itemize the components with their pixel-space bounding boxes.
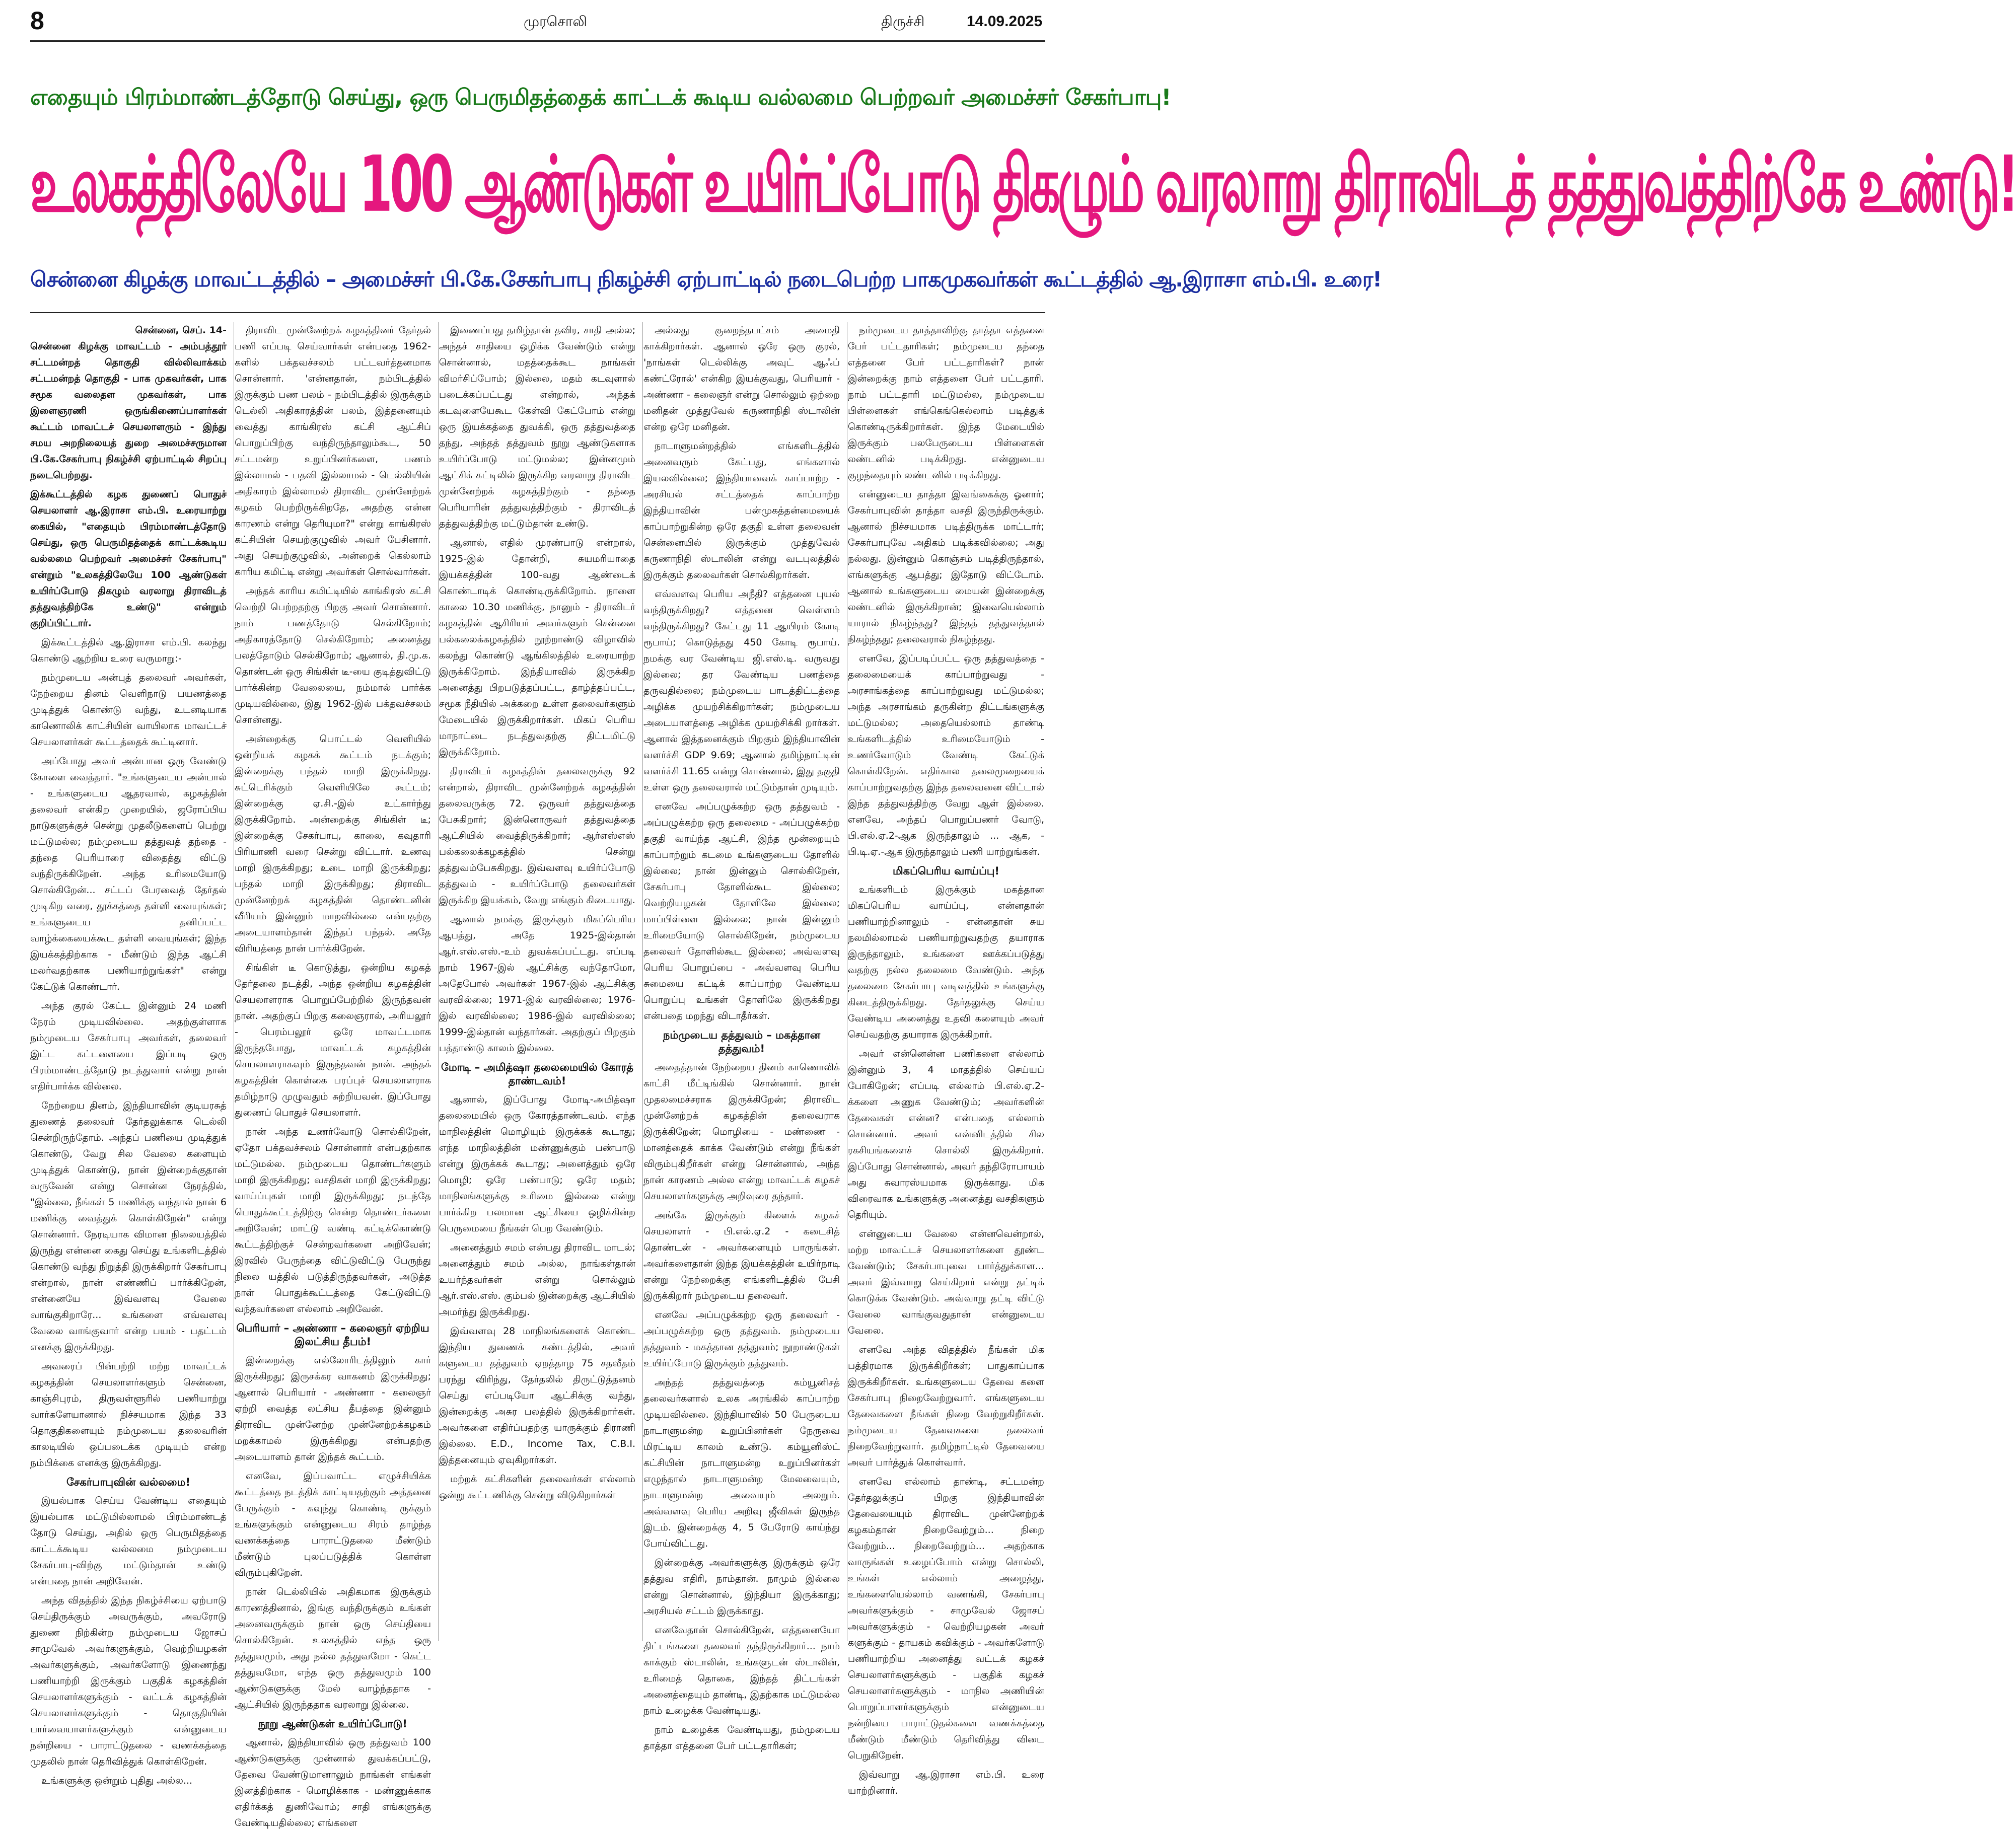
edition-city: திருச்சி: [881, 13, 925, 30]
article-paragraph: நான் டெல்லியில் அதிகமாக இருக்கும் காரணத்தினால், இங்கு வந்திருக்கும் உங்கள் அனைவருக்கும் நான் ஒரு செய்தியை சொல்கிறேன். உலகத்தில் எந்த ஒரு தத்துவமும், அது நல்ல தத்துவமோ - கெட்ட தத்துவமோ, எந்த ஒரு தத்துவமும் 100 ஆண்டுகளுக்கு மேல் வாழ்ந்ததாக - ஆட்சியில் இருந்ததாக வரலாறு இல்லை.: [235, 1586, 431, 1710]
article-column-2: [235, 322, 431, 1828]
article-paragraph: நம்முடைய அன்புத் தலைவர் அவர்கள், நேற்றைய தினம் வெளிநாடு பயணத்தை முடித்துக் கொண்டு வந்து, உடனடியாக காணொலிக் காட்சியின் வாயிலாக மாவட்டச் செயலாளர்கள் கூட்டத்தைக் கூட்டினார்.: [30, 672, 227, 748]
article-paragraph: இன்றைக்கு அவர்களுக்கு இருக்கும் ஒரே தத்துவ எதிரி, நாம்தான். நாமும் இல்லை என்று சொன்னால், இந்தியா இருக்காது; அரசியல் சட்டம் இருக்காது.: [643, 1557, 840, 1617]
article-paragraph: சென்னை கிழக்கு மாவட்டம் - அம்பத்தூர் சட்டமன்றத் தொகுதி வில்லிவாக்கம் சட்டமன்றத் தொகுதி - பாக முகவர்கள், பாக சமூக வலைதள முகவர்கள், பாக இளைஞரணி ஒருங்கிணைப்பாளர்கள் கூட்டம் மாவட்டச் செயலாளரும் - இந்து சமய அறநிலையத் துறை அமைச்சருமான பி.கே.சேகர்பாபு நிகழ்ச்சி ஏற்பாட்டில் சிறப்பு நடைபெற்றது.: [30, 341, 227, 481]
article-paragraph: இவ்வாறு ஆ.இராசா எம்.பி. உரை யாற்றினார்.: [848, 1769, 1044, 1796]
article-paragraph: உங்களிடம் இருக்கும் மகத்தான மிகப்பெரிய வாய்ப்பு, என்னதான் பணியாற்றினாலும் - என்னதான் சுய நலமில்லாமல் பணியாற்றுவதற்கு தயாராக இருந்தாலும், உங்களை ஊக்கப்படுத்து வதற்கு நல்ல தலைமை வேண்டும். அந்த தலைமை சேகர்பாபு வடிவத்தில் உங்களுக்கு கிடைத்திருக்கிறது. தேர்தலுக்கு செய்ய வேண்டிய அனைத்து உதவி களையும் அவர் செய்வதற்கு தயாராக இருக்கிறார்.: [848, 884, 1044, 1040]
article-paragraph: அவர் என்னென்ன பணிகளை எல்லாம் இன்னும் 3, 4 மாதத்தில் செய்யப் போகிறேன்; எப்படி எல்லாம் பி.எல்.ஏ.2-க்களை அணுக வேண்டும்; அவர்களின் தேவைகள் என்ன? என்பதை எல்லாம் சொன்னார். அவர் என்னிடத்தில் சில ரகசியங்களைச் சொல்லி இருக்கிறார். இப்போது சொன்னால், அவர் தந்திரோபாயம் அது சுவாரஸ்யமாக இருக்காது. மிக விரைவாக உங்களுக்கு அனைத்து வசதிகளும் தெரியும்.: [848, 1048, 1044, 1220]
article-paragraph: ஆனால், இப்போது மோடி-அமித்ஷா தலைமையில் ஒரு கோரத்தாண்டவம். எந்த மாநிலத்தின் மொழியும் இருக்கக் கூடாது; எந்த மாநிலத்தின் மண்ணுக்கும் பண்பாடு என்று இருக்கக் கூடாது; அனைத்தும் ஒரே மொழி; ஒரே பண்பாடு; ஒரே மதம்; மாநிலங்களுக்கு உரிமை இல்லை என்று பார்க்கிற பலமான ஆட்சியை ஒழிக்கின்ற பெருமையை நீங்கள் பெற வேண்டும்.: [439, 1094, 635, 1234]
article-column-1: [30, 322, 227, 1786]
article-paragraph: இயல்பாக செய்ய வேண்டிய எதையும் இயல்பாக மட்டுமில்லாமல் பிரம்மாண்டத் தோடு செய்து, அதில் ஒரு பெருமிதத்தை காட்டக்கூடிய வல்லமை நம்முடைய சேகர்பாபு-விற்கு மட்டும்தான் உண்டு என்பதை நான் அறிவேன்.: [30, 1495, 227, 1587]
article-body: [30, 322, 1045, 1828]
article-paragraph: நான் அந்த உணர்வோடு சொல்கிறேன், ஏதோ பக்தவச்சலம் சொன்னார் என்பதற்காக மட்டுமல்ல. நம்முடைய தொண்டர்களும் மாறி இருக்கிறது; வசதிகள் மாறி இருக்கிறது; வாய்ப்புகள் மாறி இருக்கிறது; நடந்தே பொதுக்கூட்டத்திற்கு சென்ற தொண்டர்களை அறிவேன்; மாட்டு வண்டி கட்டிக்கொண்டு கூட்டத்திற்குச் சென்றவர்களை அறிவேன்; இரவில் பேருந்தை விட்டுவிட்டு பேருந்து நிலை யத்தில் படுத்திருந்தவர்கள், அடுத்த நாள் பொதுக்கூட்டத்தை கேட்டுவிட்டு வந்தவர்களை எல்லாம் அறிவேன்.: [235, 1126, 431, 1314]
sub-headline: சென்னை கிழக்கு மாவட்டத்தில் – அமைச்சர் பி.கே.சேகர்பாபு நிகழ்ச்சி ஏற்பாட்டில் நடைபெற்ற பாகமுகவர்கள் கூட்டத்தில் ஆ.இராசா எம்.பி. உரை!: [30, 267, 1382, 291]
article-paragraph: அப்போது அவர் அன்பான ஒரு வேண்டு கோளை வைத்தார். "உங்களுடைய அன்பால் - உங்களுடைய ஆதரவால், கழகத்தின் தலைவர் என்கிற முறையில், ஜரோப்பிய நாடுகளுக்குச் சென்று முதலீடுகளைப் பெற்று மட்டுமல்ல; நம்முடைய தத்துவத் தந்தை - தந்தை பெரியாரை விதைத்து விட்டு வந்திருக்கிறேன். அந்த உரிமையோடு சொல்கிறேன்... சட்டப் பேரவைத் தேர்தல் முடிகிற வரை, தூக்கத்தை தள்ளி வையுங்கள்; உங்களுடைய தனிப்பட்ட வாழ்க்கையைக்கூட தள்ளி வையுங்கள்; இந்த இயக்கத்திற்காக - மீண்டும் இந்த ஆட்சி மலர்வதற்காக பணியாற்றுங்கள்" என்று கேட்டுக் கொண்டார்.: [30, 756, 227, 992]
section-subheading: பெரியார் – அண்ணா – கலைஞர் ஏற்றிய இலட்சிய தீபம்!: [236, 1322, 429, 1348]
article-paragraph: இன்றைக்கு எல்லோரிடத்திலும் கார் இருக்கிறது; இருசக்கர வாகனம் இருக்கிறது; ஆனால் பெரியார் - அண்ணா - கலைஞர் ஏற்றி வைத்த லட்சிய தீபத்தை இன்னும் திராவிட முன்னேற்ற முன்னேற்றக்கழகம் மறக்காமல் இருக்கிறது என்பதற்கு அடையாளம் தான் இந்தக் கூட்டம்.: [235, 1355, 431, 1462]
article-paragraph: திராவிடர் கழகத்தின் தலைவருக்கு 92 என்றால், திராவிட முன்னேற்றக் கழகத்தின் தலைவருக்கு 72. ஒருவர் தத்துவத்தை பேசுகிறார்; இன்னொருவர் தத்துவத்தை ஆட்சியில் வைத்திருக்கிறார்; ஆர்எஸ்எஸ் பல்கலைக்கழகத்தில் சென்று தத்துவம்பேசுகிறது. இவ்வளவு உயிர்ப்போடு தத்துவம் - உயிர்ப்போடு தலைவர்கள் இருக்கிற இயக்கம், வேறு எங்கும் கிடையாது.: [439, 766, 635, 906]
page-number: 8: [30, 7, 44, 35]
article-paragraph: சிங்கிள் டீ கொடுத்து, ஒன்றிய கழகத் தேர்தலை நடத்தி, அந்த ஒன்றிய கழகத்தின் செயலாளராக பொறுப்பேற்றில் இருந்தவன் நான். அதற்குப் பிறகு கலைஞரால், அரியலூர் - பெரம்பலூர் ஒரே மாவட்டமாக இருந்தபோது, மாவட்டக் கழகத்தின் செயலாளராகவும் இருந்தவன் நான். அந்தக் கழகத்தின் கொள்கை பரப்புச் செயலாளராக தமிழ்நாடு முழுவதும் சுற்றியவன். இப்போது துணைப் பொதுச் செயலாளர்.: [235, 962, 431, 1118]
article-paragraph: அன்றைக்கு பொட்டல் வெளியில் ஒன்றியக் கழகக் கூட்டம் நடக்கும்; இன்றைக்கு பந்தல் மாறி இருக்கிறது. சுட்டெரிக்கும் வெளியிலே கூட்டம்; இன்றைக்கு ஏ.சி.-இல் உட்கார்ந்து இருக்கிறோம். அன்றைக்கு சிங்கிள் டீ; இன்றைக்கு சேகர்பாபு, காலை, கவுதாரி பிரியாணி வரை சென்று விட்டார். உணவு மாறி இருக்கிறது; உடை மாறி இருக்கிறது; பந்தல் மாறி இருக்கிறது; திராவிட முன்னேற்றக் கழகத்தின் தொண்டனின் வீரியம் இன்னும் மாறவில்லை என்பதற்கு அடையாளம்தான் இந்தப் பந்தல். அதே விரியத்தை நான் பார்க்கிறேன்.: [235, 734, 431, 954]
section-subheading: மோடி – அமித்ஷா தலைமையில் கோரத் தாண்டவம்!: [441, 1061, 633, 1087]
article-paragraph: அந்தத் தத்துவத்தை கம்யூனிசத் தலைவர்களால் உலக அரங்கில் காப்பாற்ற முடியவில்லை. இந்தியாவில் 50 பேருடைய நாடாளுமன்ற உறுப்பினர்கள் நேருவை மிரட்டிய காலம் உண்டு. கம்யூனிஸ்ட் கட்சியின் நாடாளுமன்ற உறுப்பினர்கள் எழுந்தால் நாடாளுமன்ற மேலவையும், நாடாளுமன்ற அவையும் அலறும். அவ்வளவு பெரிய அறிவு ஜீவிகள் இருந்த இடம். இன்றைக்கு 4, 5 பேரோடு காய்ந்து போய்விட்டது.: [643, 1377, 840, 1549]
article-paragraph: உங்களுக்கு ஒன்றும் புதிது அல்ல...: [41, 1775, 193, 1786]
article-paragraph: அனைத்தும் சமம் என்பது திராவிட மாடல்; அனைத்தும் சமம் அல்ல, நாங்கள்தான் உயர்ந்தவர்கள் என்று சொல்லும் ஆர்.எஸ்.எஸ். கும்பல் இன்றைக்கு ஆட்சியில் அமர்ந்து இருக்கிறது.: [439, 1242, 635, 1317]
article-paragraph: நம்முடைய தாத்தாவிற்கு தாத்தா எத்தனை பேர் பட்டதாரிகள்; நம்முடைய தந்தை எத்தனை பேர் பட்டதாரிகள்? நான் இன்றைக்கு நாம் எத்தனை பேர் பட்டதாரி. நாம் பட்டதாரி மட்டுமல்ல, நம்முடைய பிள்ளைகள் எங்கெங்கெல்லாம் படித்துக் கொண்டிருக்கிறார்கள். இந்த மேடையில் இருக்கும் பலபேருடைய பிள்ளைகள் லண்டனில் படிக்கிறது. என்னுடைய குழந்தையும் லண்டனில் படிக்கிறது.: [848, 325, 1044, 481]
article-paragraph: இவ்வளவு 28 மாநிலங்களைக் கொண்ட இந்திய துணைக் கண்டத்தில், அவர் களுடைய தத்துவம் ஏறத்தாழ 75 சதவீதம் பரந்து விரிந்து, தேர்தலில் திருட்டுத்தனம் செய்து எப்படியோ ஆட்சிக்கு வந்து, இன்றைக்கு அசுர பலத்தில் இருக்கிறார்கள். அவர்களை எதிர்ப்பதற்கு யாருக்கும் திராணி இல்லை. E.D., Income Tax, C.B.I. இத்தனையும் ஏவுகிறார்கள்.: [439, 1326, 635, 1466]
article-paragraph: நேற்றைய தினம், இந்தியாவின் குடியரசுத் துணைத் தலைவர் தேர்தலுக்காக டெல்லி சென்றிருந்தோம். அந்தப் பணியை முடித்துக் கொண்டு, வேறு சில வேலை களையும் முடித்துக் கொண்டு, நான் இன்றைக்குதான் வருவேன் என்று சொன்ன நேரத்தில், "இல்லை, நீங்கள் 5 மணிக்கு வந்தால் நான் 6 மணிக்கு வைத்துக் கொள்கிறேன்" என்று சொன்னார். நேரடியாக விமான நிலையத்தில் இருந்து என்னை கைது செய்து உங்களிடத்தில் கொண்டு வந்து நிறுத்தி இருக்கிறார் சேகர்பாபு என்றால், நான் எண்ணிப் பார்க்கிறேன், என்னையே இவ்வளவு வேலை வாங்குகிறாரே... உங்களை எவ்வளவு வேலை வாங்குவார் என்ற பயம் - பதட்டம் எனக்கு இருக்கிறது.: [30, 1100, 227, 1353]
article-paragraph: அவரைப் பின்பற்றி மற்ற மாவட்டக் கழகத்தின் செயலாளர்களும் சென்னை, காஞ்சிபுரம், திருவள்ளூரில் பணியாற்று வார்களேயானால் நிச்சயமாக இந்த 33 தொகுதிகளையும் நம்முடைய தலைவரின் காலடியில் ஒப்படைக்க முடியும் என்ற நம்பிக்கை எனக்கு இருக்கிறது.: [30, 1361, 227, 1469]
article-paragraph: அங்கே இருக்கும் கிளைக் கழகச் செயலாளர் - பி.எல்.ஏ.2 - கடைசித் தொண்டன் - அவர்களையும் பாருங்கள். அவர்களைதான் இந்த இயக்கத்தின் உயிர்நாடி என்று நேற்றைக்கு எங்களிடத்தில் பேசி இருக்கிறார் நம்முடைய தலைவர்.: [643, 1210, 840, 1301]
article-paragraph: என்னுடைய வேலை என்னவென்றால், மற்ற மாவட்டச் செயலாளர்களை தூண்ட வேண்டும்; சேகர்பாபுவை பார்த்துக்காள... அவர் இவ்வாறு செய்கிறார் என்று தட்டிக் கொடுக்க வேண்டும். அவ்வாறு தட்டி விட்டு வேலை வாங்குவதுதான் என்னுடைய வேலை.: [848, 1228, 1044, 1336]
headline-rule: [30, 312, 1045, 313]
article-paragraph: எனவே அப்பழுக்கற்ற ஒரு தலைவர் - அப்பழுக்கற்ற ஒரு தத்துவம். நம்முடைய தத்துவம் - மகத்தான தத்துவம்; நூறாண்டுகள் உயிர்ப்போடு இருக்கும் தத்துவம்.: [643, 1309, 840, 1369]
section-subheading: மிகப்பெரிய வாய்ப்பு!: [892, 865, 1000, 877]
article-paragraph: எனவே, இப்பவாட்ட எழுச்சியிக்க கூட்டத்தை நடத்திக் காட்டியதற்கும் அத்தனை பேருக்கும் - கவுந்து கொண்டி ருக்கும் உங்களுக்கும் என்னுடைய சிரம் தாழ்ந்த வணக்கத்தை பாராட்டுதலை மீண்டும் மீண்டும் புலப்படுத்திக் கொள்ள விரும்புகிறேன்.: [235, 1471, 431, 1578]
kicker-headline: எதையும் பிரம்மாண்டத்தோடு செய்து, ஒரு பெருமிதத்தைக் காட்டக் கூடிய வல்லமை பெற்றவர் அமைச்சர் சேகர்பாபு!: [30, 85, 1171, 110]
article-paragraph: அல்லது குறைந்தபட்சம் அமைதி காக்கிறார்கள். ஆனால் ஒரே ஒரு குரல், 'நாங்கள் டெல்லிக்கு அவுட் ஆஃப் கண்ட்ரோல்' என்கிற இயக்குவது, பெரியார் - அண்ணா - கலைஞர் என்று சொல்லும் ஒற்றை மனிதன் முத்துவேல் கருணாநிதி ஸ்டாலின் என்ற ஒரே மனிதன்.: [643, 325, 840, 432]
article-paragraph: எனவேதான் சொல்கிறேன், எத்தனையோ திட்டங்களை தலைவர் தந்திருக்கிறார்... நாம் காக்கும் ஸ்டாலின், உங்களுடன் ஸ்டாலின், உரிமைத் தொகை, இந்தத் திட்டங்கள் அனைத்தையும் தாண்டி, இதற்காக மட்டுமல்ல நாம் உழைக்க வேண்டியது.: [643, 1625, 840, 1716]
newspaper-name: முரசொலி: [524, 13, 587, 30]
article-paragraph: அதைத்தான் நேற்றைய தினம் காணொலிக் காட்சி மீட்டிங்கில் சொன்னார். நான் முதலமைச்சராக இருக்கிறேன்; திராவிட முன்னேற்றக் கழகத்தின் தலைவராக இருக்கிறேன்; மொழியை - மண்ணை - மானத்தைக் காக்க வேண்டும் என்று நீங்கள் விரும்புகிறீர்கள் என்று சொன்னால், அந்த நான் காரணம் அல்ல என்று மாவட்டக் கழகச் செயலாளர்களுக்கு அறிவுரை தந்தார்.: [643, 1062, 840, 1202]
article-paragraph: ஆனால், இந்தியாவில் ஒரு தத்துவம் 100 ஆண்டுகளுக்கு முன்னால் துவக்கப்பட்டு, தேவை வேண்டுமானாலும் நாங்கள் எங்கள் இனத்திற்காக - மொழிக்காக - மண்ணுக்காக எதிர்க்கத் துணிவோம்; சாதி எங்களுக்கு வேண்டியதில்லை; எங்களை: [235, 1737, 431, 1828]
article-paragraph: திராவிட முன்னேற்றக் கழகத்தினர் தேர்தல் பணி எப்படி செய்வார்கள் என்பதை 1962-களில் பக்தவச்சலம் பட்டவர்த்தனமாக சொன்னார். 'என்னதான், நம்பிடத்தில் இருக்கும் பண பலம் - நம்பிடத்தில் இருக்கும் டெல்லி அதிகாரத்தின் பலம், இத்தனையும் வைத்து காங்கிரஸ் கட்சி ஆட்சிப் பொறுப்பிற்கு வந்திருந்தாலும்கூட, 50 சட்டமன்ற உறுப்பினர்களை, பணம் இல்லாமல் - பதவி இல்லாமல் - டெல்லியின் அதிகாரம் இல்லாமல் திராவிட முன்னேற்றக் கழகம் பெற்றிருக்கிறதே, அதற்கு என்ன காரணம் என்று தெரியுமா?" என்று காங்கிரஸ் கட்சியின் செயற்குழுவில் அவர் பேசினார். அது செயற்குழுவில், அன்றைக் கெல்லாம் காரிய கமிட்டி என்று அவர்கள் சொல்வார்கள்.: [235, 325, 431, 577]
article-paragraph: மற்றக் கட்சிகளின் தலைவர்கள் எல்லாம் ஒன்று கூட்டணிக்கு சென்று விடுகிறார்கள்: [439, 1474, 635, 1501]
article-paragraph: எனவே, இப்படிப்பட்ட ஒரு தத்துவத்தை - தலைமையைக் காப்பாற்றுவது - அரசாங்கத்தை காப்பாற்றுவது மட்டுமல்ல; அந்த அரசாங்கம் தருகின்ற திட்டங்களுக்கு மட்டுமல்ல; அதையெல்லாம் தாண்டி உங்களிடத்தில் உரிமையோடும் - உணர்வோடும் வேண்டி கேட்டுக் கொள்கிறேன். எதிர்கால தலைமுறையைக் காப்பாற்றுவதற்கு இந்த தலைவனை விட்டால் இந்த தத்துவத்திற்கு வேறு ஆள் இல்லை. எனவே, அந்தப் பொறுப்பணர் வோடு, பி.எல்.ஏ.2-ஆக இருந்தாலும் ... ஆக, - பி.டி.ஏ.-ஆக இருந்தாலும் பணி யாற்றுங்கள்.: [848, 653, 1044, 857]
article-paragraph: இணைப்பது தமிழ்தான் தவிர, சாதி அல்ல; அந்தச் சாதியை ஒழிக்க வேண்டும் என்று சொன்னால், மதத்தைக்கூட நாங்கள் விமர்சிப்போம்; இல்லை, மதம் கடவுளால் படைக்கப்பட்டது என்றால், அந்தக் கடவுளையேகூட கேள்வி கேட்போம் என்று ஒரு இயக்கத்தை துவக்கி, ஒரு தத்துவத்தை தந்து, அந்தத் தத்துவம் நூறு ஆண்டுகளாக உயிர்ப்போடு மட்டுமல்ல; இன்னமும் ஆட்சிக் கட்டிலில் இருக்கிற வரலாறு திராவிட முன்னேற்றக் கழகத்திற்கும் - தந்தை பெரியாரின் தத்துவத்திற்கும் - திராவிடத் தத்துவத்திற்கு மட்டும்தான் உண்டு.: [439, 325, 635, 529]
article-paragraph: நாடாளுமன்றத்தில் எங்களிடத்தில் அனைவரும் கேட்பது, எங்களால் இயலவில்லை; இந்தியாவைக் காப்பாற்ற - அரசியல் சட்டத்தைக் காப்பாற்ற இந்தியாவின் பன்முகத்தன்மையைக் காப்பாற்றுகின்ற ஒரே தகுதி உள்ள தலைவன் சென்னையில் இருக்கும் முத்துவேல் கருணாநிதி ஸ்டாலின் என்று வடபுலத்தில் இருக்கும் தலைவர்கள் சொல்கிறார்கள்.: [643, 441, 840, 580]
article-paragraph: எவ்வளவு பெரிய அநீதி? எத்தனை புயல் வந்திருக்கிறது? எத்தனை வெள்ளம் வந்திருக்கிறது? கேட்டது 11 ஆயிரம் கோடி ரூபாய்; கொடுத்தது 450 கோடி ரூபாய். நமக்கு வர வேண்டிய ஜி.எஸ்.டி. வருவது இல்லை; தர வேண்டிய பணத்தை தருவதில்லை; நம்முடைய பாடத்திட்டத்தை அழிக்க முயற்சிக்கிறார்கள்; நம்முடைய அடையாளத்தை அழிக்க முயற்சிக்கி றார்கள். ஆனால் இத்தனைக்கும் பிறகும் இந்தியாவின் வளர்ச்சி GDP 9.69; ஆனால் தமிழ்நாட்டின் வளர்ச்சி 11.65 என்று சொன்னால், இது தகுதி உள்ள ஒரு தலைவரால் மட்டும்தான் முடியும்.: [643, 589, 840, 793]
article-paragraph: ஆனால் நமக்கு இருக்கும் மிகப்பெரிய ஆபத்து, அதே 1925-இல்தான் ஆர்.எஸ்.எஸ்.-உம் துவக்கப்பட்டது. எப்படி நாம் 1967-இல் ஆட்சிக்கு வந்தோமோ, அதேபோல் அவர்கள் 1967-இல் ஆட்சிக்கு வரவில்லை; 1971-இல் வரவில்லை; 1976-இல் வரவில்லை; 1986-இல் வரவில்லை; 1999-இல்தான் வந்தார்கள். அதற்குப் பிறகும் பத்தாண்டு காலம் இல்லை.: [439, 914, 635, 1054]
article-paragraph: எனவே அந்த விதத்தில் நீங்கள் மிக பத்திரமாக இருக்கிறீர்கள்; பாதுகாப்பாக இருக்கிறீர்கள். உங்களுடைய தேவை களை சேகர்பாபு நிறைவேற்றுவார். எங்களுடைய தேவைகளை நீங்கள் நிறை வேற்றுகிறீர்கள். நம்முடைய தேவைகளை தலைவர் நிறைவேற்றுவார். தமிழ்நாட்டில் தேவையை அவர் பார்த்துக் கொள்வார்.: [848, 1344, 1044, 1468]
article-column-4: [643, 322, 840, 1751]
article-paragraph: எனவே அப்பழுக்கற்ற ஒரு தத்துவம் - அப்பழுக்கற்ற ஒரு தலைமை - அப்பழுக்கற்ற தகுதி வாய்ந்த ஆட்சி, இந்த மூன்றையும் காப்பாற்றும் கடமை உங்களுடைய தோளில் இல்லை; நான் இன்னும் சொல்கிறேன், சேகர்பாபு தோளில்கூட இல்லை; வெற்றியழகன் தோளிலே இல்லை; மாப்பிள்ளை இல்லை; நான் இன்னும் உரிமையோடு சொல்கிறேன், நம்முடைய தலைவர் தோளில்கூட இல்லை; அவ்வளவு பெரிய பொறுப்பை - அவ்வளவு பெரிய சுமையை கட்டிக் காப்பாற்ற வேண்டிய பொறுப்பு உங்கள் தோளிலே இருக்கிறது என்பதை மறந்து விடாதீர்கள்.: [643, 801, 840, 1021]
issue-date: 14.09.2025: [967, 13, 1043, 30]
article-paragraph: அந்த விதத்தில் இந்த நிகழ்ச்சியை ஏற்பாடு செய்திருக்கும் அவருக்கும், அவரோடு துணை நிற்கின்ற நம்முடைய ஜோசப் சாமுவேல் அவர்களுக்கும், வெற்றியழகன் அவர்களுக்கும், அவர்களோடு இணைந்து பணியாற்றி இருக்கும் பகுதிக் கழகத்தின் செயலாளர்களுக்கும் - வட்டக் கழகத்தின் செயலாளர்களுக்கும் - தொகுதியின் பார்வையாளர்களுக்கும் என்னுடைய நன்றியை - பாராட்டுதலை - வணக்கத்தை முதலில் நான் தெரிவித்துக் கொள்கிறேன்.: [30, 1595, 227, 1767]
article-paragraph: நாம் உழைக்க வேண்டியது, நம்முடைய தாத்தா எத்தனை பேர் பட்டதாரிகள்;: [643, 1724, 840, 1751]
article-paragraph: இக்கூட்டத்தில் ஆ.இராசா எம்.பி. கலந்து கொண்டு ஆற்றிய உரை வருமாறு:-: [30, 637, 227, 664]
article-paragraph: இக்கூட்டத்தில் கழக துணைப் பொதுச் செயலாளர் ஆ.இராசா எம்.பி. உரையாற்று கையில், "எதையும் பிரம்மாண்டத்தோடு செய்து, ஒரு பெருமிதத்தைக் காட்டக்கூடிய வல்லமை பெற்றவர் அமைச்சர் சேகர்பாபு" என்றும் "உலகத்திலேயே 100 ஆண்டுகள் உயிர்ப்போடு திகழும் வரலாறு திராவிடத் தத்துவத்திற்கே உண்டு" என்றும் குறிப்பிட்டார்.: [30, 489, 227, 629]
masthead-bar: [30, 6, 1045, 41]
article-paragraph: என்னுடைய தாத்தா இவங்கைக்கு ஓனார்; சேகர்பாபுவின் தாத்தா வசதி இருந்திருக்கும். ஆனால் நிச்சயமாக படித்திருக்க மாட்டார்; சேகர்பாபுவே அதிகம் படிக்கவில்லை; அது நல்லது. இன்னும் கொஞ்சம் படித்திருந்தால், எங்களுக்கு ஆபத்து; இதோடு விட்டோம். ஆனால் உங்களுடைய மையன் இன்றைக்கு லண்டனில் இருக்கிறான்; இவையெல்லாம் யாரால் நிகழ்ந்தது? இந்தத் தத்துவத்தால் நிகழ்ந்தது; தலைவரால் நிகழ்ந்தது.: [848, 489, 1044, 645]
article-paragraph: எனவே எல்லாம் தாண்டி, சட்டமன்ற தேர்தலுக்குப் பிறகு இந்தியாவின் தேவையையும் திராவிட முன்னேற்றக் கழகம்தான் நிறைவேற்றும்... நிறை வேற்றும்... நிறைவேற்றும்... அதற்காக வாருங்கள் உழைப்போம் என்று சொல்லி, உங்கள் எல்லாம் அழைத்து, உங்களையெல்லாம் வணங்கி, சேகர்பாபு அவர்களுக்கும் - சாமுவேல் ஜோசப் அவர்களுக்கும் - வெற்றியழகன் அவர் களுக்கும் - தாயகம் கவிக்கும் - அவர்களோடு பணியாற்றிய அனைத்து வட்டக் கழகச் செயலாளர்களுக்கும் - பகுதிக் கழகச் செயலாளர்களுக்கும் - மாநில அணியின் பொறுப்பாளர்களுக்கும் என்னுடைய நன்றியை பாராட்டுதல்களை வணக்கத்தை மீண்டும் மீண்டும் தெரிவித்து விடை பெறுகிறேன்.: [848, 1476, 1044, 1761]
article-paragraph: அந்த குரல் கேட்ட இன்னும் 24 மணி நேரம் முடியவில்லை. அதற்குள்ளாக நம்முடைய சேகர்பாபு அவர்கள், தலைவர் இட்ட கட்டளையை இப்படி ஒரு பிரம்மாண்டத்தோடு நடத்துவார் என்று நான் எதிர்பார்க்க வில்லை.: [30, 1000, 227, 1092]
article-column-3: [439, 322, 635, 1646]
main-headline: உலகத்திலேயே 100 ஆண்டுகள் உயிர்ப்போடு திகழும் வரலாறு திராவிடத் தத்துவத்திற்கே உண்டு!: [30, 139, 2016, 230]
article-paragraph: அந்தக் காரிய கமிட்டியில் காங்கிரஸ் கட்சி வெற்றி பெற்றதற்கு பிறகு அவர் சொன்னார். நாம் பணத்தோடு செல்கிறோம்; அதிகாரத்தோடு செல்கிறோம்; அனைத்து பலத்தோடும் செல்கிறோம்; ஆனால், தி.மு.க. தொண்டன் ஒரு சிங்கிள் டீ-யை குடித்துவிட்டு பார்க்கின்ற வேலையை, நம்மால் பார்க்க முடியவில்லை, இது 1962-இல் பக்தவச்சலம் சொன்னது.: [235, 585, 431, 725]
article-paragraph: ஆனால், எதில் முரண்பாடு என்றால், 1925-இல் தோன்றி, சுயமரியாதை இயக்கத்தின் 100-வது ஆண்டைக் கொண்டாடிக் கொண்டிருக்கிறோம். நாளை காலை 10.30 மணிக்கு, நானும் - திராவிடர் கழகத்தின் ஆசிரியர் அவர்களும் சென்னை பல்கலைக்கழகத்தில் நூற்றாண்டு விழாவில் கலந்து கொண்டு ஆங்கிலத்தில் உரையாற்ற இருக்கிறோம். இந்தியாவில் இருக்கிற அனைத்து பிறபடுத்தப்பட்ட, தாழ்த்தப்பட்ட, சமூக நீதியில் அக்கறை உள்ள தலைவர்களும் மேடையில் இருக்கிறார்கள். மிகப் பெரிய மாநாட்டை நடத்துவதற்கு திட்டமிட்டு இருக்கிறோம்.: [439, 537, 635, 758]
section-subheading: நூறு ஆண்டுகள் உயிர்ப்போடு!: [258, 1718, 407, 1730]
article-column-5: [848, 322, 1044, 1796]
top-rule: [30, 40, 1045, 42]
section-subheading: சேகர்பாபுவின் வல்லமை!: [66, 1476, 191, 1488]
section-subheading: நம்முடைய தத்துவம் – மகத்தான தத்துவம்!: [663, 1029, 821, 1055]
dateline: சென்னை, செப். 14-: [135, 325, 227, 336]
